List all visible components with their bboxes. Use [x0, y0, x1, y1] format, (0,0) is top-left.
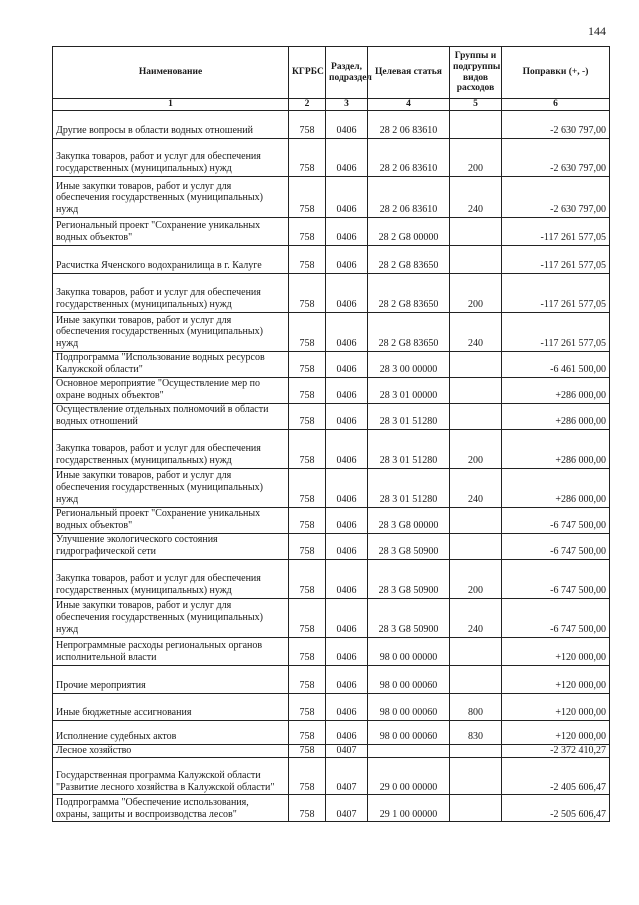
- row-amount: +286 000,00: [502, 429, 610, 468]
- row-kgrbs: 758: [289, 468, 326, 507]
- row-name: Государственная программа Калужской области "Развитие лесного хозяйства в Калужской области": [53, 758, 289, 795]
- page-number: 144: [588, 24, 606, 38]
- row-name: Региональный проект "Сохранение уникальных водных объектов": [53, 218, 289, 246]
- row-group: 240: [450, 177, 502, 218]
- row-amount: +120 000,00: [502, 637, 610, 665]
- row-target: 28 2 G8 00000: [368, 218, 450, 246]
- row-section: 0406: [326, 720, 368, 744]
- row-kgrbs: 758: [289, 403, 326, 429]
- row-name: Закупка товаров, работ и услуг для обеспечения государственных (муниципальных) нужд: [53, 559, 289, 598]
- row-target: 28 2 G8 83650: [368, 274, 450, 313]
- row-section: 0406: [326, 637, 368, 665]
- row-target: 28 3 01 51280: [368, 468, 450, 507]
- row-group: 200: [450, 559, 502, 598]
- table-row: [53, 637, 610, 665]
- row-target: 29 1 00 00000: [368, 795, 450, 822]
- row-target: 28 3 00 00000: [368, 352, 450, 378]
- row-group: [450, 665, 502, 693]
- row-name: Основное мероприятие "Осуществление мер по охране водных объектов": [53, 377, 289, 403]
- row-kgrbs: 758: [289, 377, 326, 403]
- row-name: Закупка товаров, работ и услуг для обеспечения государственных (муниципальных) нужд: [53, 139, 289, 177]
- row-name: Лесное хозяйство: [53, 744, 289, 758]
- row-group: 240: [450, 468, 502, 507]
- row-name: Закупка товаров, работ и услуг для обеспечения государственных (муниципальных) нужд: [53, 429, 289, 468]
- row-kgrbs: 758: [289, 246, 326, 274]
- row-amount: -117 261 577,05: [502, 246, 610, 274]
- column-header-section: Раздел, подраздел: [326, 47, 368, 99]
- row-kgrbs: 758: [289, 720, 326, 744]
- row-group: [450, 758, 502, 795]
- row-amount: -2 405 606,47: [502, 758, 610, 795]
- row-kgrbs: 758: [289, 313, 326, 352]
- table-row: [53, 111, 610, 139]
- row-amount: -6 461 500,00: [502, 352, 610, 378]
- column-number-row: [53, 99, 610, 111]
- row-group: 240: [450, 598, 502, 637]
- row-target: 28 2 06 83610: [368, 139, 450, 177]
- row-name: Иные закупки товаров, работ и услуг для обеспечения государственных (муниципальных) нужд: [53, 598, 289, 637]
- row-section: 0406: [326, 403, 368, 429]
- row-target: 28 3 G8 00000: [368, 507, 450, 533]
- row-section: 0406: [326, 246, 368, 274]
- table-row: [53, 758, 610, 795]
- table-row: [53, 468, 610, 507]
- header-row: [53, 47, 610, 99]
- row-kgrbs: 758: [289, 177, 326, 218]
- row-amount: -2 630 797,00: [502, 177, 610, 218]
- table-row: [53, 246, 610, 274]
- row-target: [368, 744, 450, 758]
- row-section: 0406: [326, 468, 368, 507]
- row-target: 28 2 G8 83650: [368, 246, 450, 274]
- column-header-name: Наименование: [53, 47, 289, 99]
- row-amount: -2 505 606,47: [502, 795, 610, 822]
- table-row: [53, 507, 610, 533]
- row-name: Расчистка Яченского водохранилища в г. Калуге: [53, 246, 289, 274]
- row-amount: -117 261 577,05: [502, 218, 610, 246]
- column-number: 2: [289, 99, 326, 111]
- column-header-kgrbs: КГРБС: [289, 47, 326, 99]
- row-target: 28 2 06 83610: [368, 111, 450, 139]
- row-group: [450, 403, 502, 429]
- row-group: 200: [450, 139, 502, 177]
- row-name: Иные закупки товаров, работ и услуг для обеспечения государственных (муниципальных) нужд: [53, 313, 289, 352]
- row-amount: +286 000,00: [502, 468, 610, 507]
- row-group: 200: [450, 429, 502, 468]
- row-target: 28 2 06 83610: [368, 177, 450, 218]
- row-target: 28 3 G8 50900: [368, 533, 450, 559]
- row-kgrbs: 758: [289, 429, 326, 468]
- table-row: [53, 352, 610, 378]
- row-amount: -6 747 500,00: [502, 598, 610, 637]
- row-kgrbs: 758: [289, 637, 326, 665]
- row-kgrbs: 758: [289, 744, 326, 758]
- row-name: Региональный проект "Сохранение уникальных водных объектов": [53, 507, 289, 533]
- row-amount: +120 000,00: [502, 693, 610, 720]
- row-amount: -6 747 500,00: [502, 533, 610, 559]
- row-kgrbs: 758: [289, 352, 326, 378]
- row-target: 28 3 G8 50900: [368, 598, 450, 637]
- column-number: 3: [326, 99, 368, 111]
- row-name: Закупка товаров, работ и услуг для обеспечения государственных (муниципальных) нужд: [53, 274, 289, 313]
- row-section: 0406: [326, 533, 368, 559]
- row-group: [450, 111, 502, 139]
- table-row: [53, 720, 610, 744]
- row-target: 28 3 01 51280: [368, 403, 450, 429]
- row-name: Иные бюджетные ассигнования: [53, 693, 289, 720]
- row-name: Улучшение экологического состояния гидрографической сети: [53, 533, 289, 559]
- row-target: 98 0 00 00060: [368, 693, 450, 720]
- row-group: [450, 377, 502, 403]
- row-section: 0406: [326, 507, 368, 533]
- table-row: [53, 693, 610, 720]
- table-row: [53, 665, 610, 693]
- row-target: 29 0 00 00000: [368, 758, 450, 795]
- row-group: [450, 795, 502, 822]
- table-row: [53, 403, 610, 429]
- row-kgrbs: 758: [289, 218, 326, 246]
- row-name: Другие вопросы в области водных отношений: [53, 111, 289, 139]
- row-kgrbs: 758: [289, 111, 326, 139]
- row-group: [450, 218, 502, 246]
- column-header-target: Целевая статья: [368, 47, 450, 99]
- row-amount: +286 000,00: [502, 403, 610, 429]
- row-group: 240: [450, 313, 502, 352]
- row-section: 0406: [326, 429, 368, 468]
- row-section: 0406: [326, 693, 368, 720]
- row-section: 0406: [326, 598, 368, 637]
- row-kgrbs: 758: [289, 758, 326, 795]
- row-name: Непрограммные расходы региональных органов исполнительной власти: [53, 637, 289, 665]
- row-section: 0406: [326, 177, 368, 218]
- row-name: Иные закупки товаров, работ и услуг для обеспечения государственных (муниципальных) нужд: [53, 468, 289, 507]
- table-row: [53, 139, 610, 177]
- column-number: 5: [450, 99, 502, 111]
- table-row: [53, 598, 610, 637]
- column-header-amount: Поправки (+, -): [502, 47, 610, 99]
- row-kgrbs: 758: [289, 139, 326, 177]
- row-amount: -2 630 797,00: [502, 139, 610, 177]
- row-kgrbs: 758: [289, 795, 326, 822]
- row-kgrbs: 758: [289, 693, 326, 720]
- row-target: 28 2 G8 83650: [368, 313, 450, 352]
- table-row: [53, 274, 610, 313]
- row-kgrbs: 758: [289, 533, 326, 559]
- row-group: [450, 744, 502, 758]
- row-amount: -6 747 500,00: [502, 559, 610, 598]
- row-amount: +286 000,00: [502, 377, 610, 403]
- table-row: [53, 533, 610, 559]
- row-amount: -117 261 577,05: [502, 274, 610, 313]
- row-target: 98 0 00 00060: [368, 665, 450, 693]
- row-section: 0406: [326, 139, 368, 177]
- row-amount: -2 630 797,00: [502, 111, 610, 139]
- row-target: 98 0 00 00000: [368, 637, 450, 665]
- row-section: 0406: [326, 218, 368, 246]
- table-row: [53, 377, 610, 403]
- row-group: 800: [450, 693, 502, 720]
- table-row: [53, 795, 610, 822]
- budget-amendments-table: [52, 46, 610, 822]
- table-row: [53, 218, 610, 246]
- table-row: [53, 559, 610, 598]
- row-section: 0406: [326, 352, 368, 378]
- row-section: 0407: [326, 795, 368, 822]
- row-kgrbs: 758: [289, 665, 326, 693]
- table-row: [53, 429, 610, 468]
- row-name: Подпрограмма "Использование водных ресурсов Калужской области": [53, 352, 289, 378]
- row-section: 0406: [326, 665, 368, 693]
- column-header-group: Группы и подгруппы видов расходов: [450, 47, 502, 99]
- row-name: Осуществление отдельных полномочий в области водных отношений: [53, 403, 289, 429]
- row-amount: +120 000,00: [502, 665, 610, 693]
- row-name: Иные закупки товаров, работ и услуг для обеспечения государственных (муниципальных) нужд: [53, 177, 289, 218]
- row-group: [450, 352, 502, 378]
- row-section: 0406: [326, 274, 368, 313]
- row-group: [450, 533, 502, 559]
- row-amount: -6 747 500,00: [502, 507, 610, 533]
- row-section: 0406: [326, 377, 368, 403]
- row-group: [450, 507, 502, 533]
- row-target: 98 0 00 00060: [368, 720, 450, 744]
- table-body: [53, 111, 610, 822]
- row-kgrbs: 758: [289, 507, 326, 533]
- column-number: 1: [53, 99, 289, 111]
- row-section: 0407: [326, 744, 368, 758]
- row-target: 28 3 01 00000: [368, 377, 450, 403]
- row-section: 0406: [326, 111, 368, 139]
- table-row: [53, 313, 610, 352]
- row-amount: +120 000,00: [502, 720, 610, 744]
- row-kgrbs: 758: [289, 598, 326, 637]
- row-target: 28 3 01 51280: [368, 429, 450, 468]
- row-kgrbs: 758: [289, 559, 326, 598]
- table-row: [53, 177, 610, 218]
- column-number: 4: [368, 99, 450, 111]
- row-name: Подпрограмма "Обеспечение использования, охраны, защиты и воспроизводства лесов": [53, 795, 289, 822]
- row-amount: -2 372 410,27: [502, 744, 610, 758]
- row-target: 28 3 G8 50900: [368, 559, 450, 598]
- row-group: 200: [450, 274, 502, 313]
- row-section: 0406: [326, 313, 368, 352]
- table-row: [53, 744, 610, 758]
- row-group: [450, 246, 502, 274]
- row-section: 0407: [326, 758, 368, 795]
- row-name: Прочие мероприятия: [53, 665, 289, 693]
- column-number: 6: [502, 99, 610, 111]
- row-group: [450, 637, 502, 665]
- row-name: Исполнение судебных актов: [53, 720, 289, 744]
- row-group: 830: [450, 720, 502, 744]
- row-section: 0406: [326, 559, 368, 598]
- row-amount: -117 261 577,05: [502, 313, 610, 352]
- row-kgrbs: 758: [289, 274, 326, 313]
